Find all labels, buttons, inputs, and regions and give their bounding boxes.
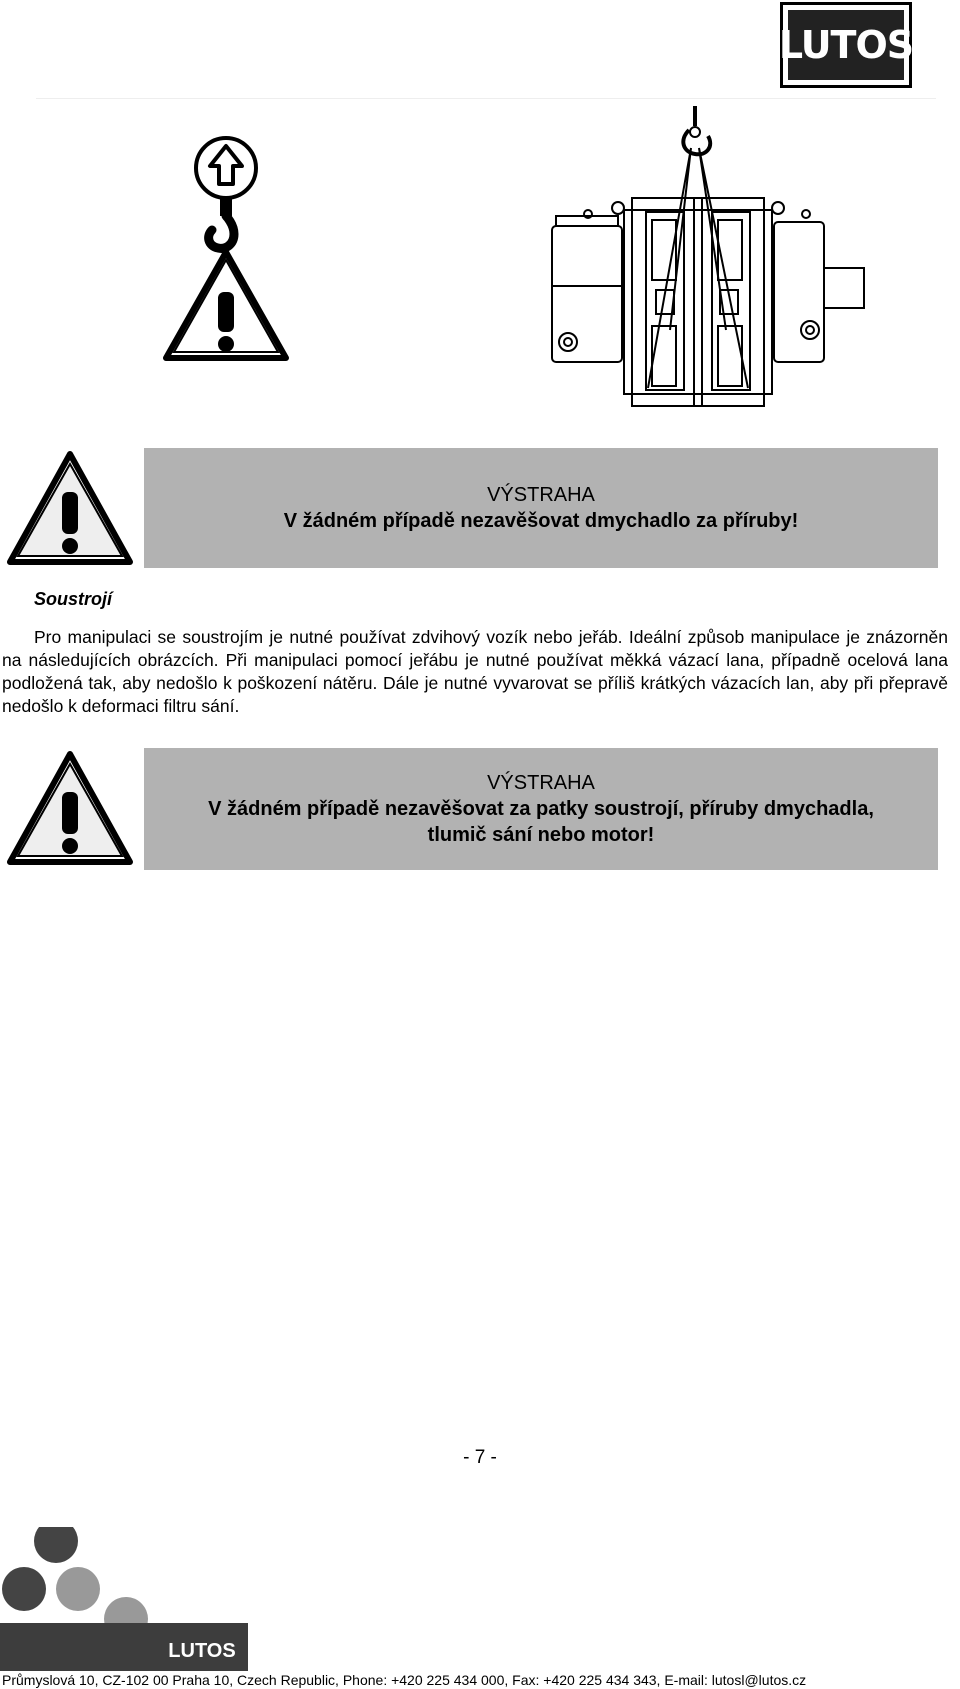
- page-number: - 7 -: [463, 1447, 497, 1468]
- warning-message-line-1: V žádném případě nezavěšovat za patky soustrojí, příruby dmychadla,: [208, 798, 874, 820]
- warning-title: VÝSTRAHA: [487, 772, 595, 794]
- company-logo: [780, 2, 912, 88]
- section-paragraph: Pro manipulaci se soustrojím je nutné používat zdvihový vozík nebo jeřáb. Ideální způsob manipulace je znázorněn na následujících obrázcích. Při manipulaci pomocí jeřábu je nutné používat měkká vázací lana, případně ocelová lana podložená tak, aby nedošlo k poškození nátěru. Dále je nutné vyvarovat se příliš krátkých vázacích lan, aby při přepravě nedošlo k deformaci filtru sání.: [2, 627, 948, 716]
- footer-logo: [0, 1527, 252, 1687]
- lifting-hook-icon: [160, 132, 300, 382]
- header-divider: [36, 98, 936, 99]
- blower-assembly-illustration: [548, 100, 868, 410]
- warning-triangle-icon: [6, 448, 134, 568]
- logo-text: LUTOS: [788, 10, 904, 80]
- footer-address: Průmyslová 10, CZ-102 00 Praha 10, Czech Republic, Phone: +420 225 434 000, Fax: +420 225 434 343, E-mail: lutosl@lutos.cz: [2, 1672, 807, 1688]
- warning-message: V žádném případě nezavěšovat dmychadlo za příruby!: [283, 510, 799, 532]
- section-title: Soustrojí: [34, 589, 113, 609]
- warning-triangle-icon: [6, 748, 134, 868]
- footer-logo-text: LUTOS: [168, 1640, 236, 1662]
- warning-message-line-2: tlumič sání nebo motor!: [427, 824, 655, 846]
- warning-box-2: [144, 748, 938, 870]
- warning-box-1: [144, 448, 938, 568]
- warning-title: VÝSTRAHA: [487, 484, 595, 506]
